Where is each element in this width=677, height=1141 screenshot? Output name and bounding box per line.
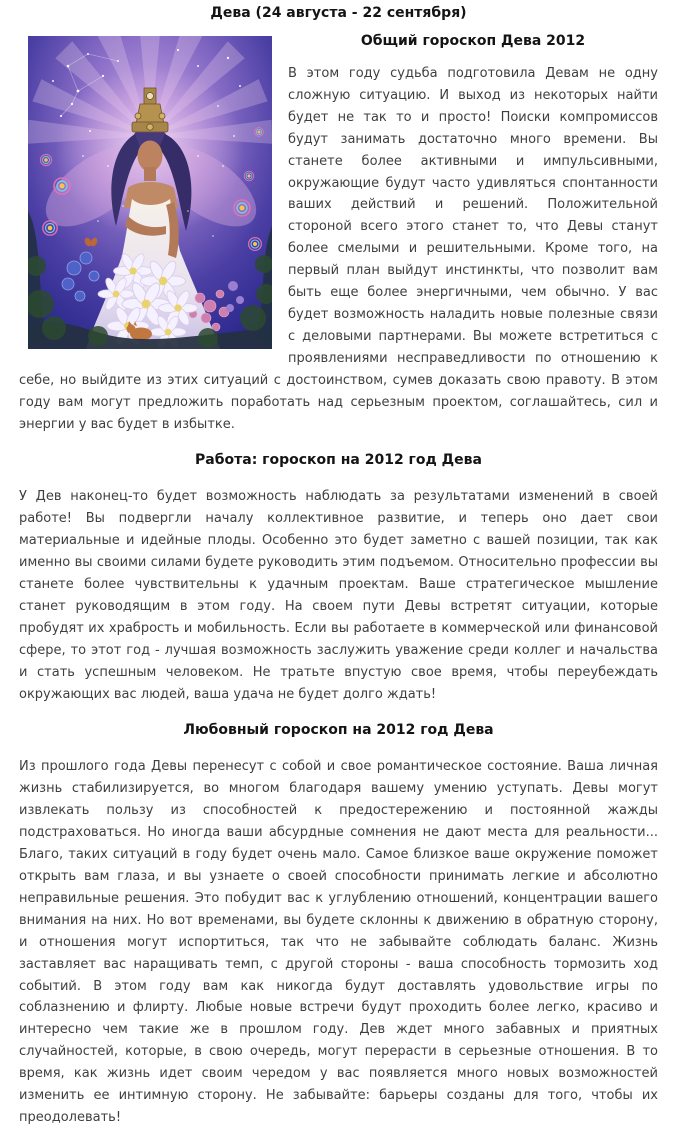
section-heading-general: Общий гороскоп Дева 2012 (360, 33, 586, 49)
section-body-love: Из прошлого года Девы перенесут с собой и свое романтическое состояние. Ваша личная жизнь стабилизируется, во многом благодаря вашему умению уступать. Девы могут извлекать пользу из способностей к предостережению и постоянной жажды подстраховаться. Но иногда ваши абсурдные сомнения не дают места для реальности... Благо, таких ситуаций в году будет очень мало. Самое близкое ваше окружение поможет открыть вам глаза, и вы узнаете о своей способности принимать легкие и абсолютно неправильные решения. Это побудит вас к углублению отношений, концентрации вашего внимания на них. Но вот временами, вы будете склонны к движению в обратную сторону, и отношения могут испортиться, так что не забывайте соблюдать баланс. Жизнь заставляет вас наращивать темп, с другой стороны - ваша способность тормозить ход событий. В этом году вам как никогда будут доставлять удовольствие игры по соблазнению и флирту. Любые новые встречи будут проходить более легко, красиво и интересно чем такие же в прошлом году. Дев ждет много забавных и приятных случайностей, которые, в свою очередь, могут перерасти в серьезные отношения. В то время, как жизнь идет своим чередом у вас появляется много новых возможностей изменить ее интимную сторону. Не забывайте: барьеры созданы для того, чтобы их преодолевать! (19, 759, 658, 1125)
section-heading-work: Работа: гороскоп на 2012 год Дева (195, 452, 482, 469)
virgo-artwork-image (28, 36, 272, 349)
section-body-work: У Дев наконец-то будет возможность наблюдать за результатами изменений в своей работе! Вы подвергли началу коллективное развитие, и теперь оно дает свои материальные и идейные плоды. Особенно это будет заметно с вашей позиции, так как именно вы своими силами будете руководить этим подъемом. Относительно профессии вы станете более чувствительны к удачным проектам. Ваше стратегическое мышление станет руководящим в этом году. На своем пути Девы встретят ситуации, которые пробудят их храбрость и мобильность. Если вы работаете в коммерческой или финансовой сфере, то этот год - лучшая возможность заслужить уважение среди коллег и начальства и стать успешным человеком. Не тратьте впустую свое время, чтобы переубеждать окружающих вас людей, ваша удача не будет долго ждать! (19, 489, 658, 702)
page-title: Дева (24 августа - 22 сентября) (210, 5, 467, 21)
virgo-fantasy-illustration (28, 36, 272, 349)
general-horoscope-section (19, 33, 658, 435)
section-heading-love: Любовный гороскоп на 2012 год Дева (183, 722, 494, 739)
section-body-general: В этом году судьба подготовила Девам не одну сложную ситуацию. И выход из некоторых найти будет не так то и просто! Поиски компромиссов будут занимать достаточно много времени. Вы станете более активными и импульсивными, окружающие будут часто удивляться спонтанности ваших действий и решений. Положительной стороной всего этого станет то, что Девы станут более смелыми и решительными. Кроме того, на первый план выйдут инстинкты, что позволит вам быть еще более энергичными, чем обычно. У вас будет возможность наладить новые полезные связи с деловыми партнерами. Вы можете встретиться с проявлениями несправедливости по отношению к себе, но выйдите из этих ситуаций с достоинством, сумев доказать свою правоту. В этом году вам могут предложить поработать над серьезным проектом, соглашайтесь, сил и энергии у вас будет в избытке. (19, 66, 658, 432)
